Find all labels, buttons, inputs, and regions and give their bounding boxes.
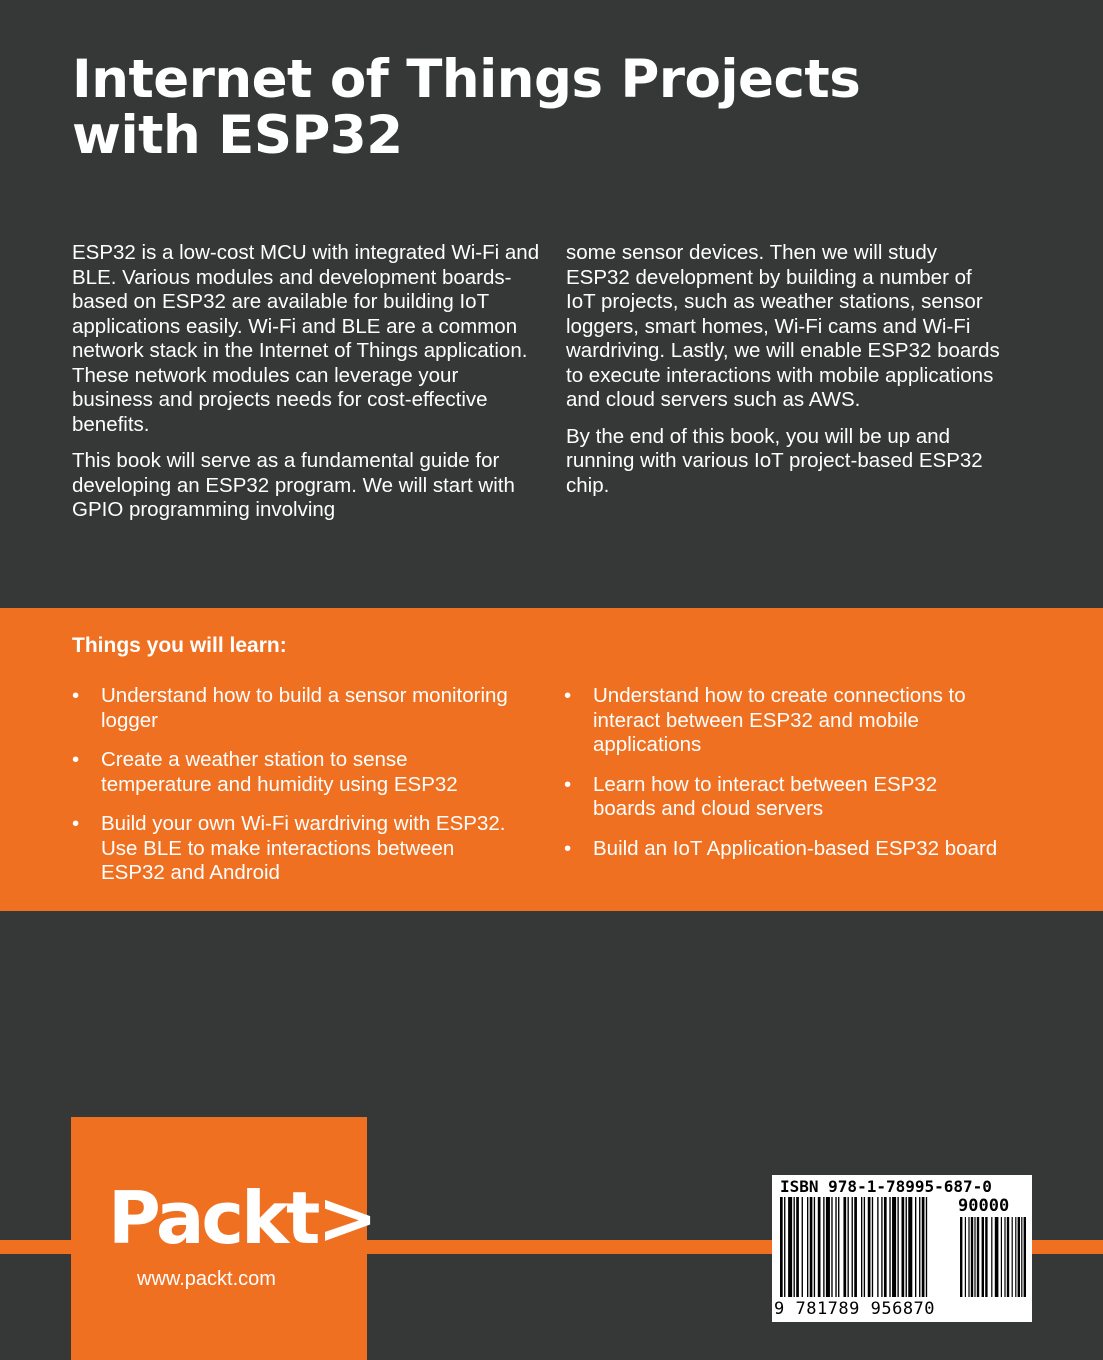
barcode-addon-bar — [977, 1217, 979, 1297]
barcode-bar — [897, 1197, 898, 1297]
learn-item-text: Create a weather station to sense temperature and humidity using ESP32 — [101, 748, 458, 796]
learn-item-text: Build your own Wi-Fi wardriving with ESP32. Use BLE to make interactions between ESP32 and Android — [101, 812, 506, 884]
barcode-bar — [831, 1197, 832, 1297]
barcode-bar — [838, 1197, 839, 1297]
barcode-bar — [796, 1197, 799, 1297]
description-left-column — [72, 241, 542, 535]
learn-list-right — [564, 684, 1004, 876]
barcode-addon-bar — [1024, 1217, 1026, 1297]
barcode-bar — [868, 1197, 871, 1297]
book-title-line-2: with ESP32 — [72, 105, 403, 166]
barcode-bar — [872, 1197, 873, 1297]
book-title-line-1: Internet of Things Projects — [72, 49, 861, 110]
barcode-bar — [889, 1197, 890, 1297]
bullet-icon: • — [72, 684, 80, 707]
barcode-bar — [814, 1197, 815, 1297]
barcode-addon-bar — [965, 1217, 966, 1297]
learn-list-item — [72, 748, 522, 797]
barcode-bar — [784, 1197, 785, 1297]
barcode-bar — [794, 1197, 795, 1297]
bullet-icon: • — [564, 836, 572, 860]
learn-item-text: Understand how to build a sensor monitoring logger — [101, 684, 508, 732]
barcode-bar — [902, 1197, 905, 1297]
barcode-bar — [915, 1197, 916, 1297]
publisher-url: www.packt.com — [137, 1268, 276, 1290]
barcode-bar — [854, 1197, 857, 1297]
barcode-bar — [892, 1197, 896, 1297]
bullet-icon: • — [72, 748, 80, 771]
isbn-label: ISBN 978-1-78995-687-0 — [780, 1177, 992, 1196]
bullet-icon: • — [72, 812, 80, 835]
barcode-bar — [823, 1197, 824, 1297]
book-title — [72, 49, 972, 166]
barcode-bar — [906, 1197, 907, 1297]
description-paragraph: This book will serve as a fundamental guide for developing an ESP32 program. We will start with GPIO programming involving — [72, 449, 515, 521]
barcode-addon-bar — [960, 1217, 962, 1297]
isbn-barcode — [772, 1175, 1032, 1322]
learn-list-item — [564, 684, 1004, 758]
barcode-bar — [908, 1197, 912, 1297]
barcode-bar — [848, 1197, 849, 1297]
learn-list-item — [72, 812, 522, 886]
description-paragraph: By the end of this book, you will be up and running with various IoT project-based ESP32 chip. — [566, 424, 983, 497]
barcode-bar — [826, 1197, 830, 1297]
barcode-bar — [922, 1197, 925, 1297]
isbn-addon: 90000 — [958, 1196, 1010, 1216]
barcode-bar — [788, 1197, 792, 1297]
learn-list-item — [564, 773, 1004, 822]
barcode-bar — [926, 1197, 927, 1297]
barcode-bar — [884, 1197, 887, 1297]
barcode-bar — [807, 1197, 808, 1297]
barcode-bar — [835, 1197, 836, 1297]
barcode-addon-bar — [985, 1217, 987, 1297]
barcode-bar — [852, 1197, 853, 1297]
isbn-digits: 9 781789 956870 — [774, 1299, 936, 1319]
barcode-bar — [864, 1197, 865, 1297]
learn-item-text: Build an IoT Application-based ESP32 board — [593, 836, 998, 860]
barcode-addon-bar — [1001, 1217, 1002, 1297]
barcode-addon-bar — [1007, 1217, 1009, 1297]
barcode-bar — [919, 1197, 920, 1297]
barcode-addon-bar — [982, 1217, 984, 1297]
barcode-addon-bar — [971, 1217, 973, 1297]
barcode-bar — [780, 1197, 783, 1297]
barcode-bar — [877, 1197, 878, 1297]
barcode-addon-bar — [974, 1217, 975, 1297]
barcode-bar — [810, 1197, 813, 1297]
packt-logo: Packt> — [108, 1176, 375, 1260]
learn-list-left — [72, 684, 522, 901]
bullet-icon: • — [564, 772, 572, 796]
learn-item-text: Understand how to create connections to interact between ESP32 and mobile applications — [593, 684, 966, 756]
barcode-addon-bar — [968, 1217, 969, 1297]
barcode-addon-bar — [1021, 1217, 1022, 1297]
learn-heading: Things you will learn: — [72, 634, 287, 657]
barcode-addon-bar — [1015, 1217, 1016, 1297]
description-paragraph: some sensor devices. Then we will study ESP32 development by building a number of IoT projects, such as weather stations, sensor loggers, smart homes, Wi-Fi cams and Wi-Fi wardriving. Lastly, we will enable ESP32 boards to execute interactions with mobile applications and cloud servers such as AWS. — [566, 241, 1000, 411]
description-right-column — [566, 241, 1006, 510]
barcode-bar — [818, 1197, 821, 1297]
bullet-icon: • — [564, 684, 572, 707]
learn-list-item — [72, 684, 522, 733]
barcode-addon-bar — [1004, 1217, 1005, 1297]
barcode-addon-bar — [995, 1217, 999, 1297]
barcode-addon-bar — [991, 1217, 992, 1297]
learn-item-text: Learn how to interact between ESP32 boards and cloud servers — [593, 772, 938, 820]
barcode-bar — [802, 1197, 803, 1297]
barcode-bar — [861, 1197, 862, 1297]
barcode-addon-bar — [1012, 1217, 1013, 1297]
barcode-addon-bar — [1018, 1217, 1020, 1297]
learn-list-item — [564, 837, 1004, 862]
barcode-bar — [881, 1197, 882, 1297]
barcode-bar — [843, 1197, 846, 1297]
description-paragraph: ESP32 is a low-cost MCU with integrated Wi-Fi and BLE. Various modules and development boards-based on ESP32 are available for building IoT applications easily. Wi-Fi and BLE are a common network stack in the Internet of Things application. These network modules can leverage your business and projects needs for cost-effective benefits. — [72, 241, 540, 436]
